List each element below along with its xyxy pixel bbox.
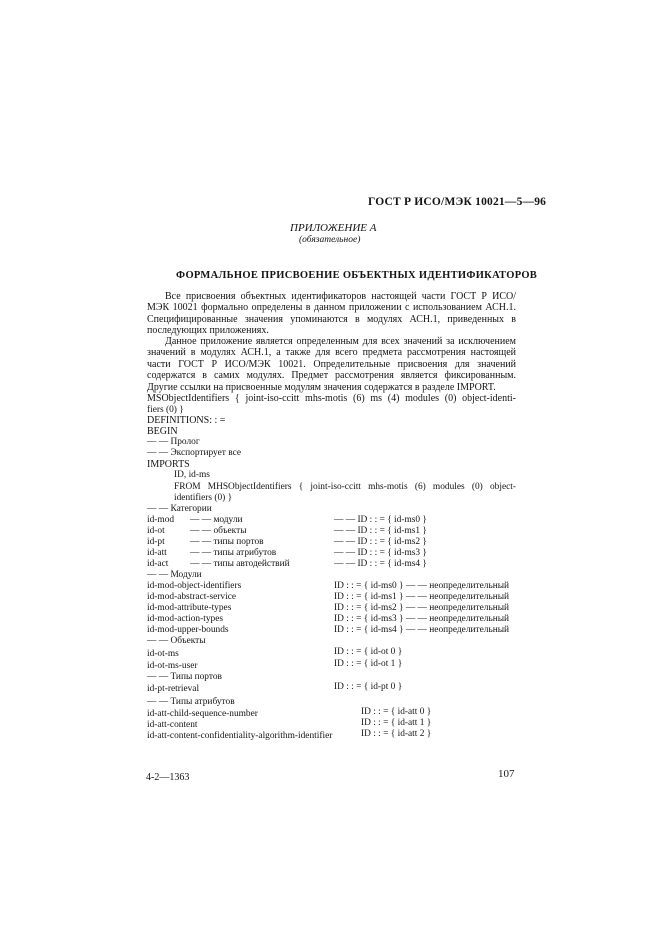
category-comment: — — объекты xyxy=(190,526,247,536)
module-id: id-mod-action-types xyxy=(147,614,224,624)
module-header-line-2: fiers (0) } xyxy=(147,405,184,415)
category-id: id-mod xyxy=(147,515,175,525)
category-id: id-ot xyxy=(147,526,165,536)
prologue-comment: — — Пролог xyxy=(147,437,200,447)
category-value: — — ID : : = { id-ms4 } xyxy=(334,559,427,569)
module-id: id-mod-attribute-types xyxy=(147,603,232,613)
category-id: id-pt xyxy=(147,537,165,547)
attribute-value: ID : : = { id-att 1 } xyxy=(361,718,432,728)
port-id: id-pt-retrieval xyxy=(147,684,200,694)
export-comment: — — Экспортирует все xyxy=(147,448,242,458)
attribute-value: ID : : = { id-att 2 } xyxy=(361,729,432,739)
paragraph-1 xyxy=(147,291,516,337)
object-id: id-ot-ms xyxy=(147,649,179,659)
module-value: ID : : = { id-ms2 } — — неопределительный xyxy=(334,603,510,613)
category-comment: — — типы атрибутов xyxy=(190,548,277,558)
module-id: id-mod-abstract-service xyxy=(147,592,237,602)
print-code: 4-2—1363 xyxy=(146,772,190,783)
page-number: 107 xyxy=(498,768,515,780)
attribute-id: id-att-content xyxy=(147,720,198,730)
module-value: ID : : = { id-ms3 } — — неопределительный xyxy=(334,614,510,624)
objects-comment: — — Объекты xyxy=(147,636,206,646)
from-line-1: FROM MHSObjectIdentifiers { joint-iso-ccitt mhs-motis (6) modules (0) object- xyxy=(174,482,516,492)
appendix-title: ПРИЛОЖЕНИЕ А xyxy=(290,222,377,234)
category-id: id-att xyxy=(147,548,167,558)
module-id: id-mod-object-identifiers xyxy=(147,581,242,591)
port-value: ID : : = { id-pt 0 } xyxy=(334,682,403,692)
paragraph-2-text: Данное приложение является определенным для всех значений за исключением значений в модулях АСН.1, а также для всего предмета рассмотрения настоящей части ГОСТ Р ИСО/МЭК 10021. Определительные присвоения для значений содержатся в самих модулях. Предмет рассмотрения является фиксированным. Другие ссылки на присвоенные модулям значения содержатся в разделе IMPORT. xyxy=(147,336,516,393)
category-value: — — ID : : = { id-ms1 } xyxy=(334,526,427,536)
category-value: — — ID : : = { id-ms0 } xyxy=(334,515,427,525)
module-id: id-mod-upper-bounds xyxy=(147,625,229,635)
import-ids: ID, id-ms xyxy=(174,470,210,480)
attribute-id: id-att-child-sequence-number xyxy=(147,709,258,719)
module-value: ID : : = { id-ms4 } — — неопределительный xyxy=(334,625,510,635)
category-comment: — — модули xyxy=(190,515,243,525)
object-id: id-ot-ms-user xyxy=(147,661,198,671)
imports-line: IMPORTS xyxy=(147,459,190,470)
attribute-value: ID : : = { id-att 0 } xyxy=(361,707,432,717)
attributes-comment: — — Типы атрибутов xyxy=(147,697,235,707)
module-header-line-1: MSObjectIdentifiers { joint-iso-ccitt mhs-motis (6) ms (4) modules (0) object-identi- xyxy=(147,393,516,404)
module-value: ID : : = { id-ms0 } — — неопределительный xyxy=(334,581,510,591)
categories-comment: — — Категории xyxy=(147,504,212,514)
from-line-2: identifiers (0) } xyxy=(174,493,233,503)
ports-comment: — — Типы портов xyxy=(147,672,222,682)
object-value: ID : : = { id-ot 0 } xyxy=(334,647,403,657)
paragraph-1-text: Все присвоения объектных идентификаторов настоящей части ГОСТ Р ИСО/МЭК 10021 формально определены в данном приложении с использованием АСН.1. Специфицированные значения упоминаются в модулях АСН.1, приведенных в последующих приложениях. xyxy=(147,291,516,337)
module-value: ID : : = { id-ms1 } — — неопределительный xyxy=(334,592,510,602)
begin-line: BEGIN xyxy=(147,426,178,437)
category-comment: — — типы автодействий xyxy=(190,559,290,569)
standard-code: ГОСТ Р ИСО/МЭК 10021—5—96 xyxy=(368,196,547,208)
object-value: ID : : = { id-ot 1 } xyxy=(334,659,403,669)
attribute-id: id-att-content-confidentiality-algorithm-identifier xyxy=(147,731,333,741)
category-id: id-act xyxy=(147,559,169,569)
category-comment: — — типы портов xyxy=(190,537,264,547)
paragraph-2 xyxy=(147,336,516,393)
category-value: — — ID : : = { id-ms2 } xyxy=(334,537,427,547)
appendix-subtitle: (обязательное) xyxy=(299,235,361,245)
section-heading: ФОРМАЛЬНОЕ ПРИСВОЕНИЕ ОБЪЕКТНЫХ ИДЕНТИФИКАТОРОВ xyxy=(176,270,538,281)
category-value: — — ID : : = { id-ms3 } xyxy=(334,548,427,558)
modules-comment: — — Модули xyxy=(147,570,202,580)
definitions-line: DEFINITIONS: : = xyxy=(147,415,226,426)
